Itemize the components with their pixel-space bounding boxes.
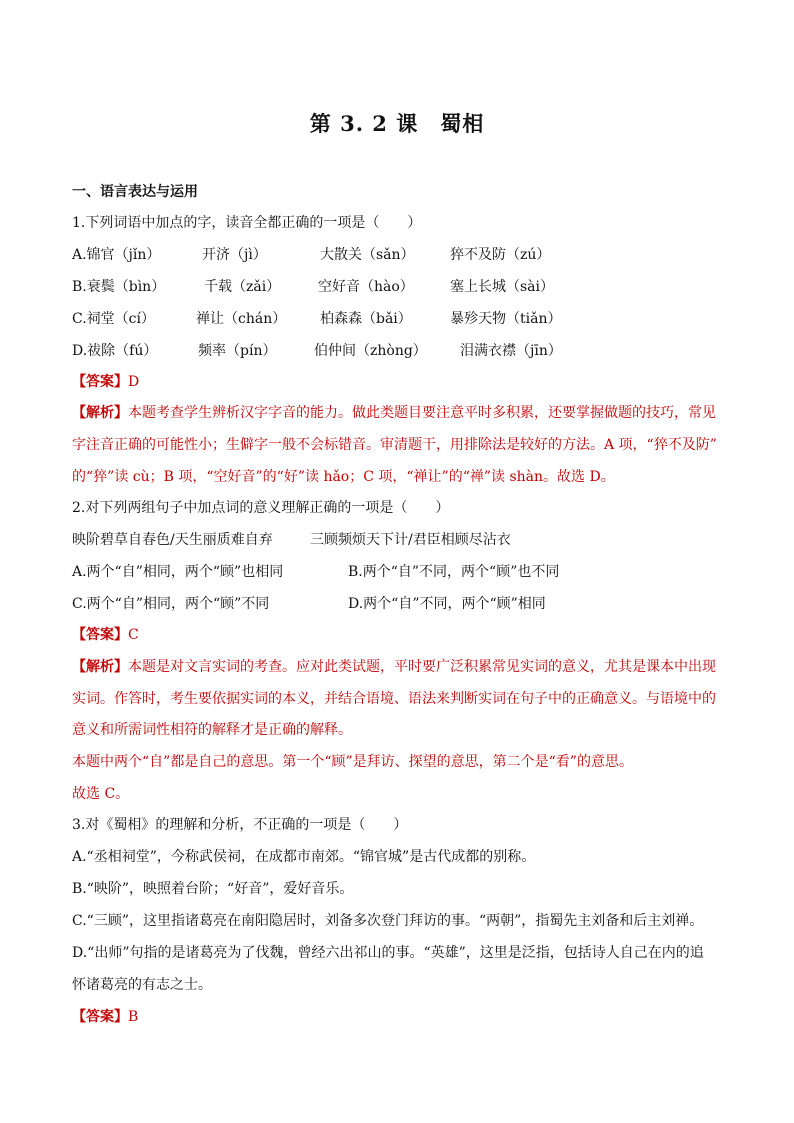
q2-option-a: A.两个“自”相同，两个“顾”也相同 <box>72 564 284 580</box>
analysis-tag: 【解析】 <box>72 405 128 421</box>
q1-analysis-line-2: 字注音正确的可能性小；生僻字一般不会标错音。审清题干，用排除法是较好的方法。A 项，“猝不及防” <box>72 437 717 453</box>
analysis-tag: 【解析】 <box>72 659 128 675</box>
q1-option-b-2: 千载（zǎi） <box>204 279 281 295</box>
q1-option-b-1: B.衰鬓（bìn） <box>72 279 166 295</box>
q1-option-b-4: 塞上长城（sài） <box>450 279 555 295</box>
q3-answer <box>72 1007 724 1027</box>
q2-analysis-line-2: 实词。作答时，考生要依据实词的本义，并结合语境、语法来判断实词在句子中的正确意义。与语境中的 <box>72 691 716 707</box>
answer-value: C <box>128 627 139 643</box>
answer-value: D <box>128 374 140 390</box>
q1-option-b-3: 空好音（hào） <box>318 279 414 295</box>
q1-option-d-3: 伯仲间（zhòng） <box>314 343 427 359</box>
q1-option-a-2: 开济（jì） <box>202 247 267 263</box>
q1-option-d-4: 泪满衣襟（jīn） <box>460 343 562 359</box>
q1-option-c-1: C.祠堂（cí） <box>72 311 155 327</box>
section-heading: 一、语言表达与运用 <box>72 184 198 200</box>
analysis-text: 本题是对文言实词的考查。应对此类试题，平时要广泛积累常见实词的意义，尤其是课本中出现 <box>128 659 716 675</box>
q2-option-d: D.两个“自”不同，两个“顾”相同 <box>348 596 546 612</box>
q2-analysis-line-4: 本题中两个“自”都是自己的意思。第一个“顾”是拜访、探望的意思，第二个是“看”的意思。 <box>72 754 633 770</box>
answer-tag: 【答案】 <box>72 374 128 390</box>
q2-analysis-line-1 <box>72 657 724 677</box>
q1-option-d-2: 频率（pín） <box>198 343 277 359</box>
q1-analysis-line-3: 的“猝”读 cù；B 项，“空好音”的“好”读 hǎo；C 项，“禅让”的“禅”读 shàn。故选 D。 <box>72 469 615 485</box>
q1-analysis-line-1 <box>72 403 724 423</box>
q1-answer <box>72 372 724 392</box>
q2-analysis-line-3: 意义和所需词性相符的解释才是正确的解释。 <box>72 722 352 738</box>
answer-value: B <box>128 1009 139 1025</box>
q3-option-a: A.“丞相祠堂”，今称武侯祠，在成都市南郊。“锦官城”是古代成都的别称。 <box>72 849 536 865</box>
q3-option-c: C.“三顾”，这里指诸葛亮在南阳隐居时，刘备多次登门拜访的事。“两朝”，指蜀先主刘备和后主刘禅。 <box>72 913 704 929</box>
q3-option-d: D.“出师”句指的是诸葛亮为了伐魏，曾经六出祁山的事。“英雄”，这里是泛指，包括诗人自己在内的追 <box>72 945 704 961</box>
q1-option-c-4: 暴殄天物（tiǎn） <box>450 311 562 327</box>
q1-option-a-4: 猝不及防（zú） <box>450 247 551 263</box>
answer-tag: 【答案】 <box>72 1009 128 1025</box>
q1-option-a-1: A.锦官（jǐn） <box>72 247 161 263</box>
q1-option-a-3: 大散关（sǎn） <box>320 247 415 263</box>
q2-answer <box>72 625 724 645</box>
q1-option-c-2: 禅让（chán） <box>196 311 287 327</box>
q2-analysis-line-5: 故选 C。 <box>72 786 130 802</box>
q1-option-d-1: D.祓除（fú） <box>72 343 158 359</box>
q2-option-b: B.两个“自”不同，两个“顾”也不同 <box>348 564 560 580</box>
q2-sentence-1: 映阶碧草自春色/天生丽质难自弃 <box>72 532 273 548</box>
q3-option-d-continued: 怀诸葛亮的有志之士。 <box>72 977 212 993</box>
q1-option-c-3: 柏森森（bǎi） <box>320 311 412 327</box>
q2-option-c: C.两个“自”相同，两个“顾”不同 <box>72 596 270 612</box>
q3-option-b: B.“映阶”，映照着台阶；“好音”，爱好音乐。 <box>72 881 354 897</box>
question-2-stem: 2.对下列两组句子中加点词的意义理解正确的一项是（ ） <box>72 500 450 516</box>
question-3-stem: 3.对《蜀相》的理解和分析，不正确的一项是（ ） <box>72 817 408 833</box>
analysis-text: 本题考查学生辨析汉字字音的能力。做此类题目要注意平时多积累，还要掌握做题的技巧，常见 <box>128 405 716 421</box>
question-1-stem: 1.下列词语中加点的字，读音全都正确的一项是（ ） <box>72 215 422 231</box>
answer-tag: 【答案】 <box>72 627 128 643</box>
page-title: 第 3. 2 课 蜀相 <box>309 111 485 136</box>
q2-sentence-2: 三顾频烦天下计/君臣相顾尽沾衣 <box>310 532 511 548</box>
